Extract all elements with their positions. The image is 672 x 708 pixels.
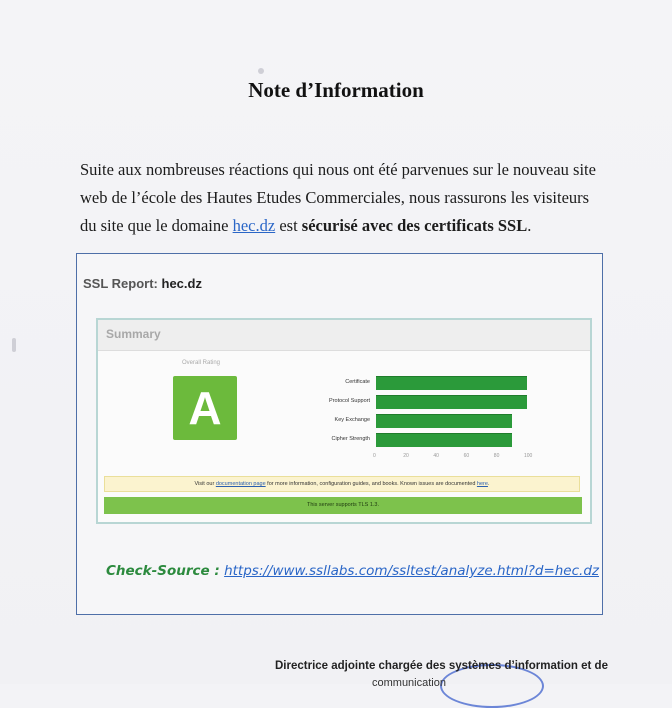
summary-header bbox=[98, 320, 590, 351]
paper-speck bbox=[258, 68, 264, 74]
axis-tick-label: 40 bbox=[433, 453, 439, 459]
known-issues-link[interactable]: here bbox=[476, 481, 488, 487]
signature-line-2: communication bbox=[372, 677, 446, 689]
chart-bar bbox=[376, 376, 527, 390]
axis-tick-label: 0 bbox=[373, 453, 376, 459]
tls-support-bar: This server supports TLS 1.3. bbox=[104, 497, 582, 514]
note-text: for more information, configuration guides, and books. Known issues are documented bbox=[265, 481, 477, 487]
check-source bbox=[106, 563, 599, 579]
paragraph-bold-text: sécurisé avec des certificats SSL bbox=[301, 216, 528, 235]
axis-tick-label: 20 bbox=[403, 453, 409, 459]
chart-bar bbox=[376, 433, 512, 447]
overall-rating-label: Overall Rating bbox=[182, 360, 221, 366]
bar-label: Key Exchange bbox=[334, 417, 370, 423]
ssl-report-title bbox=[83, 276, 202, 291]
paper-speck bbox=[12, 338, 16, 352]
axis-tick-label: 100 bbox=[524, 453, 533, 459]
intro-paragraph bbox=[80, 156, 600, 240]
bar-label: Protocol Support bbox=[329, 398, 370, 404]
domain-link[interactable]: hec.dz bbox=[232, 216, 276, 235]
ssl-report-domain: hec.dz bbox=[161, 276, 202, 291]
bar-label: Certificate bbox=[345, 379, 370, 385]
summary-label: Summary bbox=[106, 327, 161, 341]
axis-tick-label: 60 bbox=[463, 453, 470, 459]
documentation-note bbox=[104, 476, 580, 492]
axis-tick-label: 80 bbox=[493, 453, 500, 459]
grade-badge: A bbox=[173, 376, 237, 440]
documentation-link[interactable]: documentation page bbox=[215, 481, 266, 487]
page-title: Note d’Information bbox=[248, 78, 424, 102]
note-text: . bbox=[487, 481, 490, 487]
check-source-label: Check-Source : bbox=[106, 563, 220, 579]
note-text: Visit our bbox=[194, 481, 216, 487]
paragraph-text: Suite aux nombreuses réactions qui nous ont été parvenues sur le nouveau site web de l’école des Hautes Etudes Commerciales, nous rassurons les visiteurs du site que le domaine bbox=[80, 160, 596, 235]
signature-line-1: Directrice adjointe chargée des systèmes d’information et de bbox=[275, 660, 608, 672]
bar-label: Cipher Strength bbox=[331, 436, 370, 442]
chart-bar bbox=[376, 414, 512, 428]
check-source-link[interactable]: https://www.ssllabs.com/ssltest/analyze.html?d=hec.dz bbox=[224, 563, 599, 579]
paragraph-text: . bbox=[527, 216, 532, 235]
ssl-report-label: SSL Report: bbox=[83, 276, 162, 291]
chart-bar bbox=[376, 395, 527, 409]
paragraph-text: est bbox=[275, 216, 302, 235]
